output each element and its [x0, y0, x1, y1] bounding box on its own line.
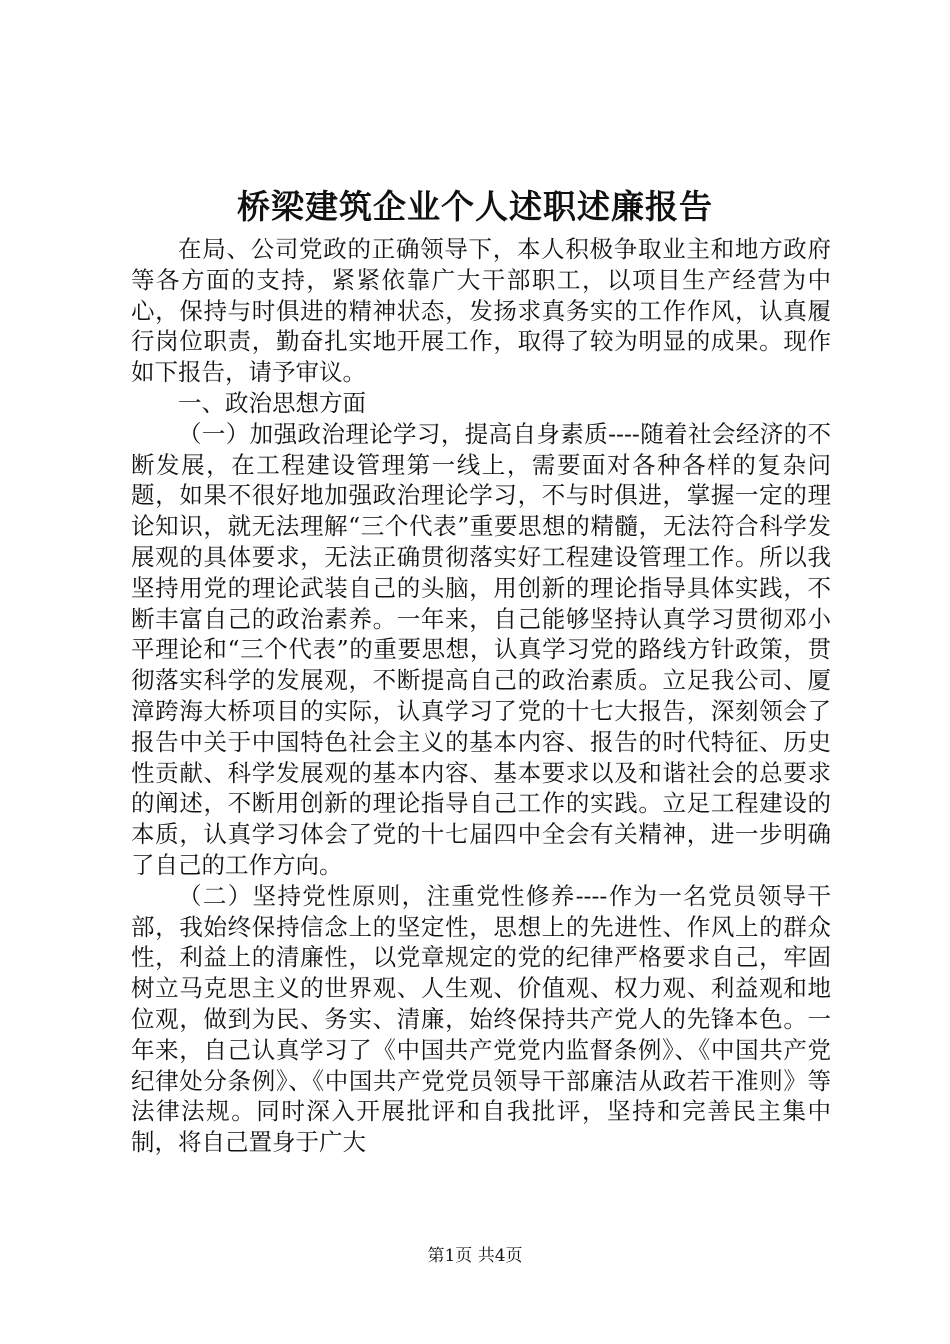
page-number-footer: 第1页 共4页	[427, 1246, 523, 1266]
paragraph-party-principle: （二）坚持党性原则，注重党性修养----作为一名党员领导干部，我始终保持信念上的坚定性，思想上的先进性、作风上的群众性，利益上的清廉性，以党章规定的党的纪律严格要求自己，牢固树立马克思主义的世界观、人生观、价值观、权力观、利益观和地位观，做到为民、务实、清廉，始终保持共产党人的先锋本色。一年来，自己认真学习了《中国共产党党内监督条例》、《中国共产党纪律处分条例》、《中国共产党党员领导干部廉洁从政若干准则》等法律法规。同时深入开展批评和自我批评，坚持和完善民主集中制，将自己置身于广大	[131, 881, 831, 1157]
section-heading-political: 一、政治思想方面	[178, 388, 366, 417]
document-title: 桥梁建筑企业个人述职述廉报告	[237, 187, 713, 226]
paragraph-intro: 在局、公司党政的正确领导下，本人积极争取业主和地方政府等各方面的支持，紧紧依靠广大干部职工，以项目生产经营为中心，保持与时俱进的精神状态，发扬求真务实的工作作风，认真履行岗位职责，勤奋扎实地开展工作，取得了较为明显的成果。现作如下报告，请予审议。	[131, 235, 831, 387]
paragraph-theory-study: （一）加强政治理论学习，提高自身素质----随着社会经济的不断发展，在工程建设管理第一线上，需要面对各种各样的复杂问题，如果不很好地加强政治理论学习，不与时俱进，掌握一定的理论知识，就无法理解“三个代表”重要思想的精髓，无法符合科学发展观的具体要求，无法正确贯彻落实好工程建设管理工作。所以我坚持用党的理论武装自己的头脑，用创新的理论指导具体实践，不断丰富自己的政治素养。一年来，自己能够坚持认真学习贯彻邓小平理论和“三个代表”的重要思想，认真学习党的路线方针政策，贯彻落实科学的发展观，不断提高自己的政治素质。立足我公司、厦漳跨海大桥项目的实际，认真学习了党的十七大报告，深刻领会了报告中关于中国特色社会主义的基本内容、报告的时代特征、历史性贡献、科学发展观的基本内容、基本要求以及和谐社会的总要求的阐述，不断用创新的理论指导自己工作的实践。立足工程建设的本质，认真学习体会了党的十七届四中全会有关精神，进一步明确了自己的工作方向。	[131, 419, 831, 879]
document-body	[131, 234, 831, 1158]
